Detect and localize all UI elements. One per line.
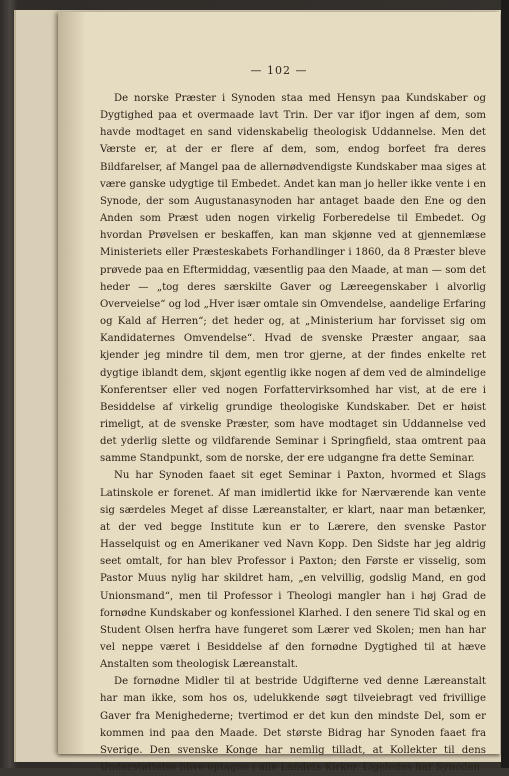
page-body <box>100 90 486 776</box>
spine-shadow <box>58 12 86 754</box>
book-page <box>58 12 500 774</box>
page-number: — 102 — <box>250 64 308 77</box>
paragraph-2: Nu har Synoden faaet sit eget Seminar i Paxton, hvormed et Slags Latinskole er forenet. Af man imidlertid ikke for Nærværende kan vente sig særdeles Meget af disse Læreanstalter, er klart, naar man betænker, at der ved begge Institute kun er to Lærere, den svenske Pastor Hasselquist og en Amerikaner ved Navn Kopp. Den Sidste har jeg aldrig seet omtalt, for han blev Professor i Paxton; den Første er visselig, som Pastor Muus nylig har skildret ham, „en velvillig, godslig Mand, en god Unionsmand“, men til Professor i Theologi mangler han i høj Grad de fornødne Kundskaber og konfessionel Klarhed. I den senere Tid skal og en Student Olsen herfra have fungeret som Lærer ved Skolen; men han har vel neppe været i Besiddelse af den fornødne Dygtighed til at hæve Anstalten som theologisk Læreanstalt. <box>100 470 486 671</box>
scan-right-edge <box>501 0 509 768</box>
paragraph-3: De fornødne Midler til at bestride Udgifterne ved denne Læreanstalt har man ikke, som hos os, udelukkende søgt tilveiebragt ved frivillige Gaver fra Menighederne; tvertimod er det kun den mindste Del, som er kommen ind paa den Maade. Det største Bidrag har Synoden faaet fra Sverige. Den svenske Konge har nemlig tilladt, at Kollekter til dens Understøttelse blive optagne i alle Landets Kirker. Ligeledes har Synoden <box>100 676 486 774</box>
paragraph-1: De norske Præster i Synoden staa med Hensyn paa Kundskaber og Dygtighed paa et overmaade lavt Trin. Der var ifjor ingen af dem, som havde modtaget en sand videnskabelig theologisk Uddannelse. Men det Værste er, at der er flere af dem, som, endog borfeet fra deres Bildfarelser, af Mangel paa de allernødvendigste Kundskaber maa siges at være ganske udygtige til Embedet. Andet kan man jo heller ikke vente i en Synode, der som Augustanasynoden har antaget baade den Ene og den Anden som Præst uden nogen virkelig Forberedelse til Embedet. Og hvordan Prøvelsen er beskaffen, kan man skjønne ved at gjennemlæse Ministeriets eller Præsteskabets Forhandlinger i 1860, da 8 Præster bleve prøvede paa en Eftermiddag, væsentlig paa den Maade, at man — som det heder — „tog deres særskilte Gaver og Læreegenskaber i alvorlig Overveielse“ og lod „Hver især omtale sin Omvendelse, aandelige Erfaring og Kald af Herren“; det heder og, at „Ministerium har forvisset sig om Kandidaternes Omvendelse“. Hvad de svenske Præster angaar, saa kjender jeg mindre til dem, men tror gjerne, at der findes enkelte ret dygtige iblandt dem, skjønt egentlig ikke nogen af dem ved de almindelige Konferentser eller ved nogen Forfattervirksomhed har vist, at de ere i Besiddelse af virkelig grundige theologiske Kundskaber. Det er høist rimeligt, at de svenske Præster, som have modtaget sin Uddannelse ved det yderlig slette og vildfarende Seminar i Springfield, staa omtrent paa samme Standpunkt, som de norske, der ere udgangne fra dette Seminar. <box>100 93 486 465</box>
